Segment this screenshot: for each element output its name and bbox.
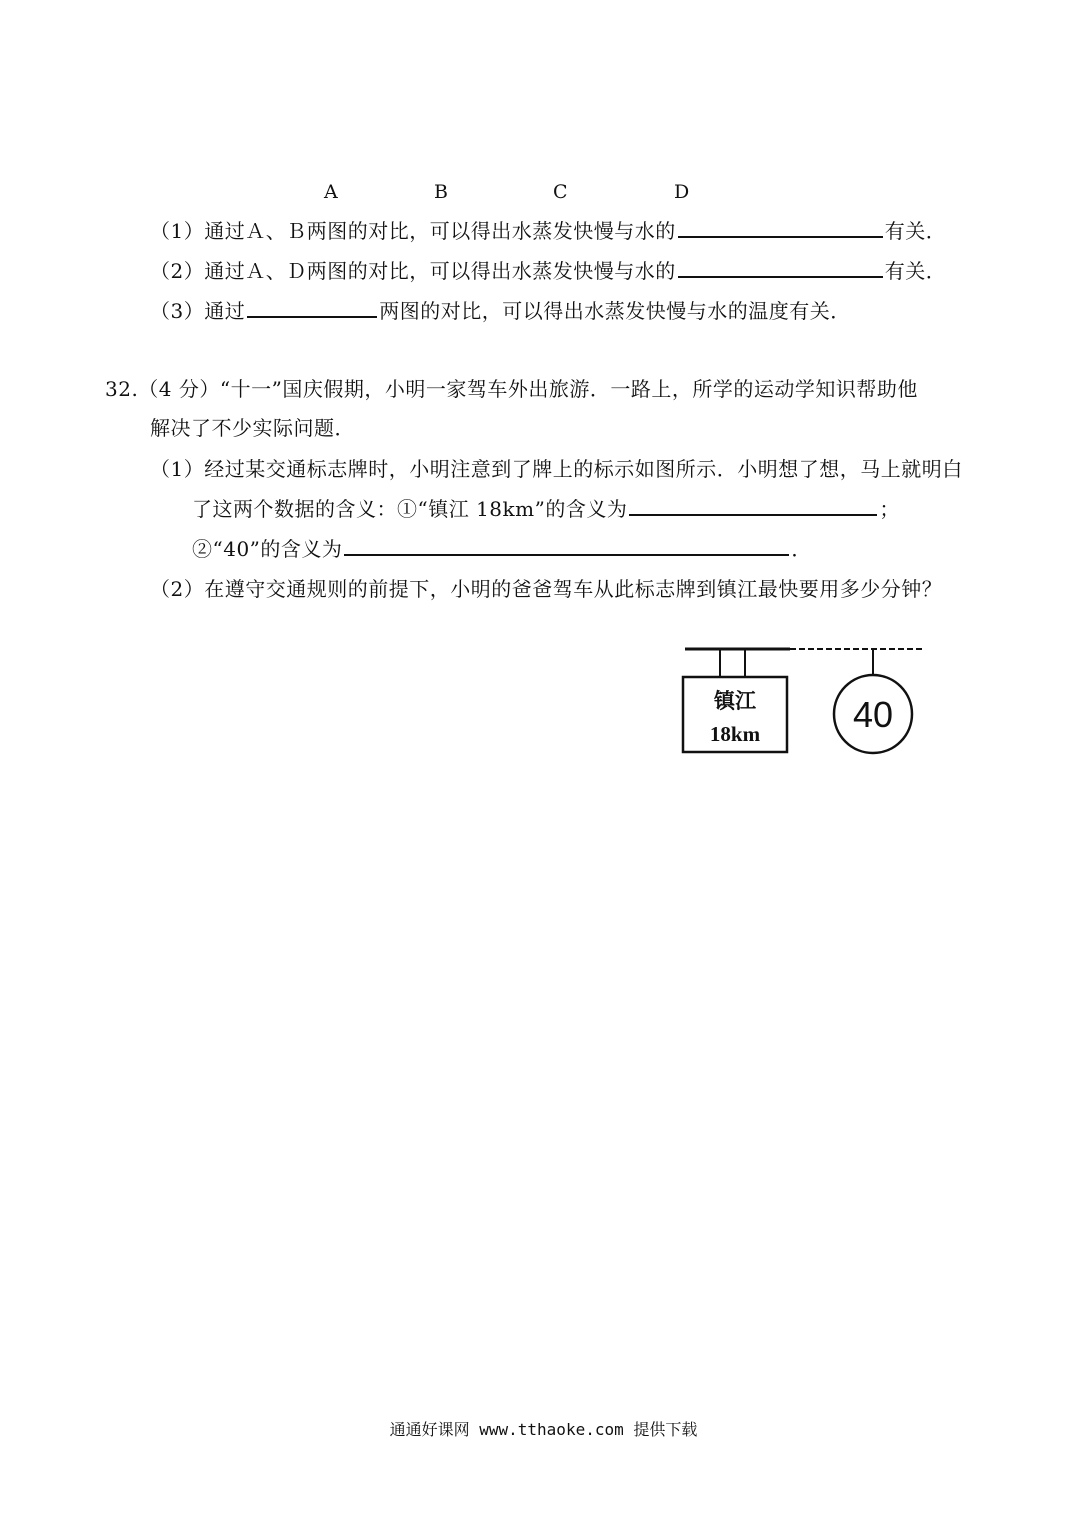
q31-item-3-text: （3）通过 bbox=[150, 299, 246, 323]
q31-item-3-suffix: 两图的对比，可以得出水蒸发快慢与水的温度有关． bbox=[379, 299, 851, 323]
distance-sign-city: 镇江 bbox=[714, 690, 756, 713]
answer-blank bbox=[629, 496, 877, 516]
q32-part-1-line-2-text: 了这两个数据的含义：①“镇江 18km”的含义为 bbox=[192, 497, 628, 521]
q32-part-2: （2）在遵守交通规则的前提下，小明的爸爸驾车从此标志牌到镇江最快要用多少分钟？ bbox=[150, 577, 943, 601]
answer-blank bbox=[678, 258, 883, 278]
figure-label-a: A bbox=[324, 181, 338, 203]
answer-blank bbox=[247, 298, 377, 318]
q32-part-1-line-1: （1）经过某交通标志牌时，小明注意到了牌上的标示如图所示．小明想了想，马上就明白 bbox=[150, 457, 963, 481]
figure-label-b: B bbox=[434, 181, 448, 203]
q31-item-2-suffix: 有关． bbox=[884, 259, 947, 283]
answer-blank bbox=[344, 536, 789, 556]
q32-heading-line-2: 解决了不少实际问题． bbox=[150, 416, 355, 440]
page-footer: 通通好课网 www.tthaoke.com 提供下载 bbox=[389, 1420, 698, 1439]
answer-blank bbox=[678, 218, 883, 238]
q31-item-3 bbox=[150, 298, 851, 324]
q31-item-1-text: （1）通过Ａ、Ｂ两图的对比，可以得出水蒸发快慢与水的 bbox=[150, 219, 676, 243]
q32-part-1-line-3-suffix: ． bbox=[791, 537, 812, 561]
q32-heading-line-1: 32.（4 分）“十一”国庆假期，小明一家驾车外出旅游．一路上，所学的运动学知识帮助他 bbox=[105, 377, 918, 401]
q32-part-1-line-3 bbox=[192, 536, 812, 562]
figure-label-d: D bbox=[674, 181, 690, 203]
q31-item-1-suffix: 有关． bbox=[884, 219, 947, 243]
traffic-sign-figure bbox=[680, 640, 930, 765]
speed-limit-value: 40 bbox=[852, 694, 894, 735]
q31-item-2-text: （2）通过Ａ、Ｄ两图的对比，可以得出水蒸发快慢与水的 bbox=[150, 259, 676, 283]
distance-sign-distance: 18km bbox=[709, 722, 761, 746]
figure-label-c: C bbox=[553, 181, 568, 203]
q32-part-1-line-2 bbox=[192, 496, 900, 522]
q32-part-1-line-2-suffix: ； bbox=[879, 497, 900, 521]
q31-item-1 bbox=[150, 218, 946, 244]
q32-part-1-line-3-text: ②“40”的含义为 bbox=[192, 537, 343, 561]
q31-item-2 bbox=[150, 258, 946, 284]
